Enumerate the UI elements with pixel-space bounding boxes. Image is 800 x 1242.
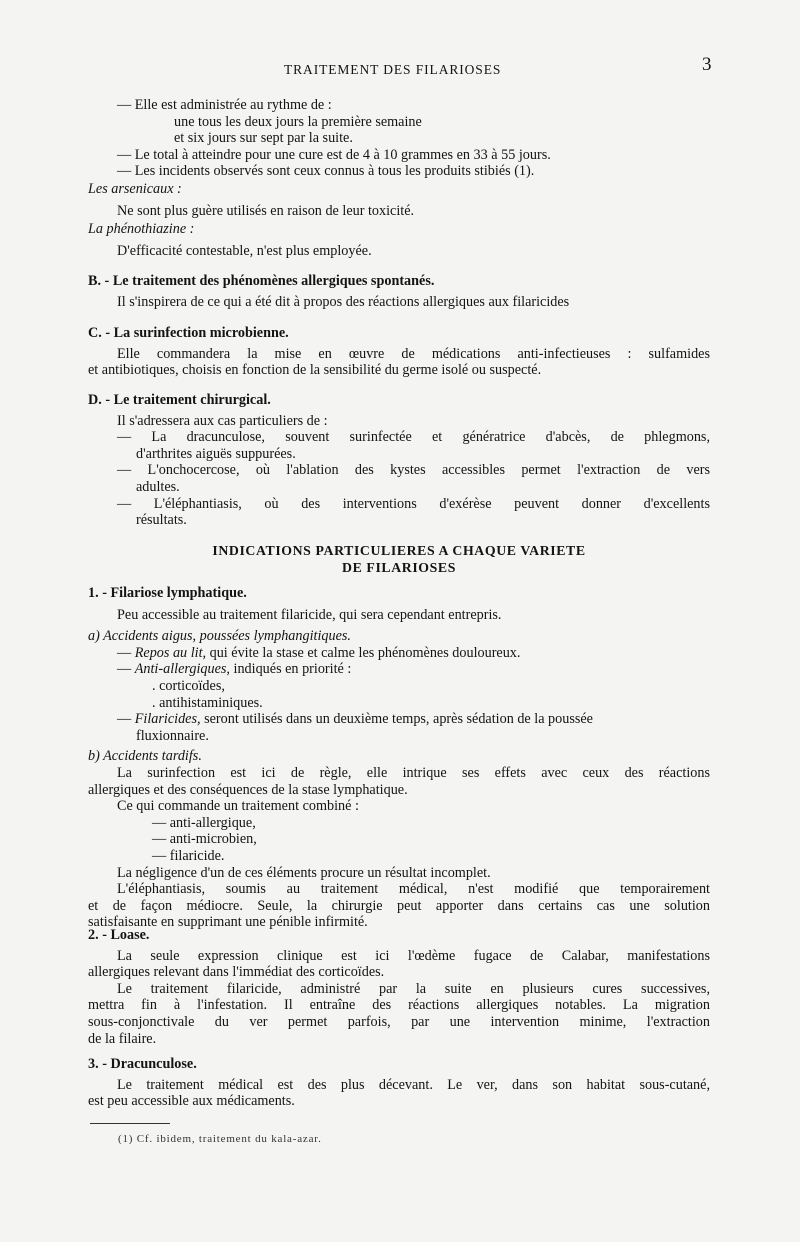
section-filariose-lymphatique	[88, 585, 710, 931]
section-c	[88, 325, 710, 379]
text-line: de la filaire.	[88, 1030, 157, 1047]
paragraph: Il s'inspirera de ce qui a été dit à propos des réactions allergiques aux filaricides	[117, 293, 570, 310]
list-item: — anti-allergique,	[152, 814, 256, 831]
text-line: — Le total à atteindre pour une cure est de 4 à 10 grammes en 33 à 55 jours.	[117, 146, 551, 163]
section-heading: D. - Le traitement chirurgical.	[88, 392, 271, 408]
emphasis: Repos au lit,	[134, 644, 207, 661]
text-line: La négligence d'un de ces éléments procure un résultat incomplet.	[117, 864, 491, 881]
list-item: — Filaricides, seront utilisés dans un deuxième temps, après sédation de la poussée	[117, 711, 593, 728]
paragraph: Peu accessible au traitement filaricide, qui sera cependant entrepris.	[117, 606, 502, 623]
text-line: et antibiotiques, choisis en fonction de la sensibilité du germe isolé ou suspecté.	[88, 362, 542, 379]
text-line: allergiques relevant dans l'immédiat des corticoïdes.	[88, 964, 385, 981]
subsection-heading: La phénothiazine :	[88, 221, 195, 237]
item-text: seront utilisés dans un deuxième temps, après sédation de la poussée	[200, 711, 593, 728]
section-arsenicaux	[88, 181, 710, 219]
page-number: 3	[702, 54, 712, 75]
title-line: INDICATIONS PARTICULIERES A CHAQUE VARIETE	[212, 543, 586, 558]
footnote-rule	[90, 1123, 170, 1124]
footnote: (1) Cf. ibidem, traitement du kala-azar.	[118, 1133, 322, 1145]
emphasis: Anti-allergiques,	[134, 661, 230, 678]
paragraph: D'efficacité contestable, n'est plus employée.	[117, 242, 372, 259]
text-line: est peu accessible aux médicaments.	[88, 1093, 295, 1110]
text-line: Ce qui commande un traitement combiné :	[117, 798, 359, 815]
text-line: une tous les deux jours la première semaine	[174, 113, 422, 130]
text-line: — L'éléphantiasis, où des interventions d'exérèse peuvent donner d'excellents	[117, 495, 710, 512]
text-line: — La dracunculose, souvent surinfectée et génératrice d'abcès, de phlegmons,	[117, 429, 710, 446]
running-title: TRAITEMENT DES FILARIOSES	[284, 62, 502, 77]
text-line: Le traitement médical est des plus décevant. Le ver, dans son habitat sous-cutané,	[117, 1076, 710, 1093]
section-heading: 2. - Loase.	[88, 927, 150, 943]
section-heading: C. - La surinfection microbienne.	[88, 325, 289, 341]
text-line: L'éléphantiasis, soumis au traitement médical, n'est modifié que temporairement	[117, 881, 710, 898]
text-line: — L'onchocercose, où l'ablation des kystes accessibles permet l'extraction de vers	[117, 462, 710, 479]
text-line: La surinfection est ici de règle, elle intrique ses effets avec ceux des réactions	[117, 764, 710, 781]
text-line: résultats.	[136, 512, 187, 529]
text-line: adultes.	[136, 478, 180, 495]
list-item: — filaricide.	[152, 847, 225, 864]
text-line: allergiques et des conséquences de la stase lymphatique.	[88, 781, 408, 798]
list-item: — anti-microbien,	[152, 831, 257, 848]
stibie-regimen	[88, 97, 710, 180]
section-heading: 3. - Dracunculose.	[88, 1056, 197, 1072]
text-line: — Les incidents observés sont ceux connus à tous les produits stibiés (1).	[117, 163, 535, 180]
section-loase	[88, 927, 710, 1047]
text-line: sous-conjonctivale du ver permet parfois, par une intervention minime, l'extraction	[88, 1013, 710, 1030]
title-line: DE FILARIOSES	[342, 559, 456, 575]
item-text: qui évite la stase et calme les phénomènes douloureux.	[206, 644, 521, 661]
subsection-heading: a) Accidents aigus, poussées lymphangitiques.	[88, 628, 351, 645]
list-item: — Anti-allergiques, indiqués en priorité :	[117, 661, 352, 678]
indications-title	[88, 543, 710, 576]
text-line: et six jours sur sept par la suite.	[174, 130, 353, 147]
text-line: satisfaisante en supprimant une pénible infirmité.	[88, 914, 368, 931]
paragraph: Ne sont plus guère utilisés en raison de leur toxicité.	[117, 202, 415, 219]
text-line: et de façon médiocre. Seule, la chirurgie peut apporter dans certains cas une solution	[88, 897, 710, 914]
section-d	[88, 392, 710, 529]
text-line: d'arthrites aiguës suppurées.	[136, 445, 296, 462]
section-phenothiazine	[88, 221, 710, 259]
text-line: La seule expression clinique est ici l'œdème fugace de Calabar, manifestations	[117, 947, 710, 964]
section-heading: B. - Le traitement des phénomènes allergiques spontanés.	[88, 273, 435, 289]
item-text: indiqués en priorité :	[229, 661, 352, 678]
list-item: — Repos au lit, qui évite la stase et calme les phénomènes douloureux.	[117, 644, 521, 661]
subsection-heading: b) Accidents tardifs.	[88, 748, 202, 765]
subsection-heading: Les arsenicaux :	[88, 181, 182, 197]
section-b	[88, 273, 710, 310]
sub-item: . antihistaminiques.	[152, 694, 263, 711]
emphasis: Filaricides,	[134, 711, 201, 728]
text-line: Elle commandera la mise en œuvre de médications anti-infectieuses : sulfamides	[117, 345, 710, 362]
section-dracunculose	[88, 1056, 710, 1110]
text-line: mettra fin à l'infestation. Il entraîne des réactions allergiques notables. La migration	[88, 997, 710, 1014]
text-line: — Elle est administrée au rythme de :	[117, 97, 332, 113]
text-line: Il s'adressera aux cas particuliers de :	[117, 412, 328, 429]
text-line: fluxionnaire.	[136, 727, 209, 744]
sub-item: . corticoïdes,	[152, 677, 225, 694]
text-line: Le traitement filaricide, administré par la suite en plusieurs cures successives,	[117, 980, 710, 997]
section-heading: 1. - Filariose lymphatique.	[88, 585, 247, 601]
